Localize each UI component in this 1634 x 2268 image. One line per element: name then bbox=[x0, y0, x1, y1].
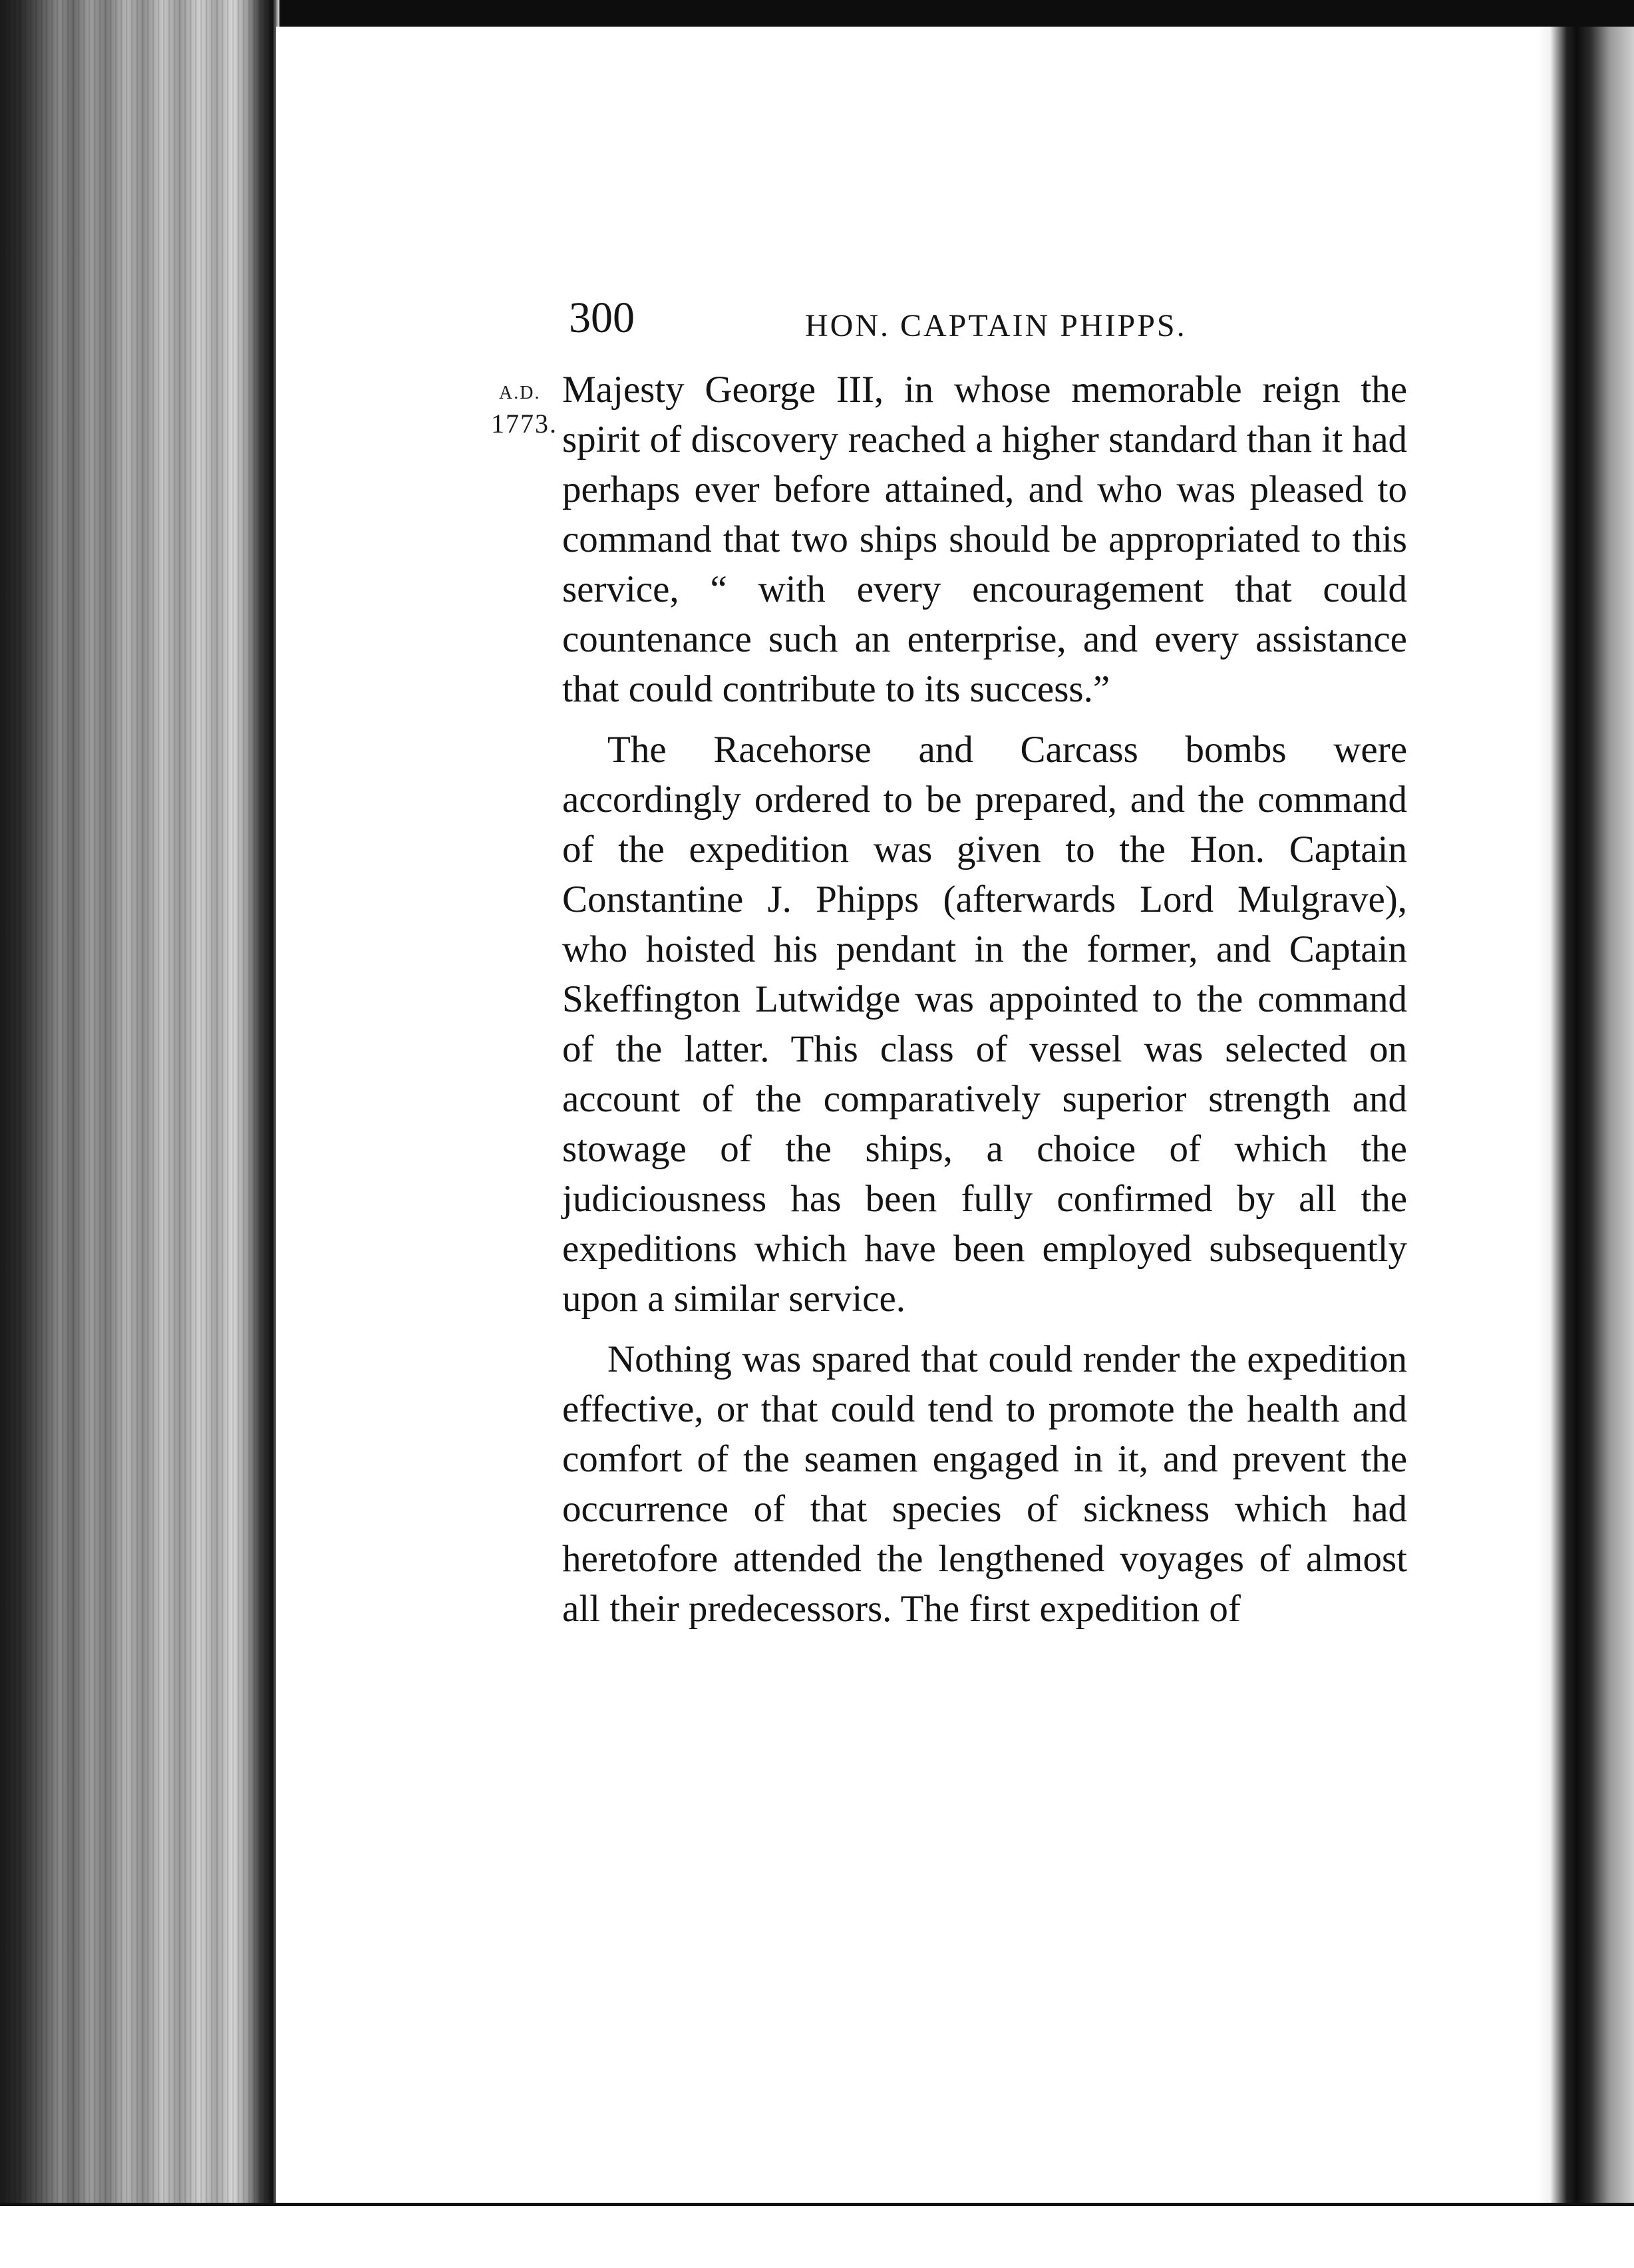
paragraph-2: The Racehorse and Carcass bombs were accordingly ordered to be prepared, and the command of the expedition was given to the Hon. Captain Constantine J. Phipps (afterwards Lord Mulgrave), who hoisted his pendant in the former, and Captain Skeffington Lutwidge was appointed to the command of the latter. This class of vessel was selected on account of the comparatively superior strength and stowage of the ships, a choice of which the judiciousness has been fully confirmed by all the expeditions which have been employed subsequently upon a similar service. bbox=[562, 729, 1407, 1320]
page-number: 300 bbox=[569, 293, 635, 342]
body-text bbox=[562, 365, 1407, 1634]
running-title: HON. CAPTAIN PHIPPS. bbox=[805, 308, 1187, 343]
paragraph-1: Majesty George III, in whose memorable reign the spirit of discovery reached a higher standard than it had perhaps ever before attained, and who was pleased to command that two ships should be appropriated to this service, “ with every encouragement that could countenance such an enterprise, and every assistance that could contribute to its success.” bbox=[562, 369, 1407, 710]
scan-bottom-margin bbox=[0, 2206, 1634, 2268]
book-fore-edge-texture bbox=[0, 0, 279, 2209]
margin-era: A.D. bbox=[499, 383, 541, 403]
margin-year: 1773. bbox=[491, 409, 558, 439]
margin-date-note bbox=[491, 378, 558, 439]
scan-right-border bbox=[1537, 27, 1634, 2203]
paragraph-3: Nothing was spared that could render the expedition effective, or that could tend to promote the health and comfort of the seamen engaged in it, and prevent the occurrence of that species of sickness which had heretofore attended the lengthened voyages of almost all their predecessors. The first expedition of bbox=[562, 1338, 1407, 1630]
